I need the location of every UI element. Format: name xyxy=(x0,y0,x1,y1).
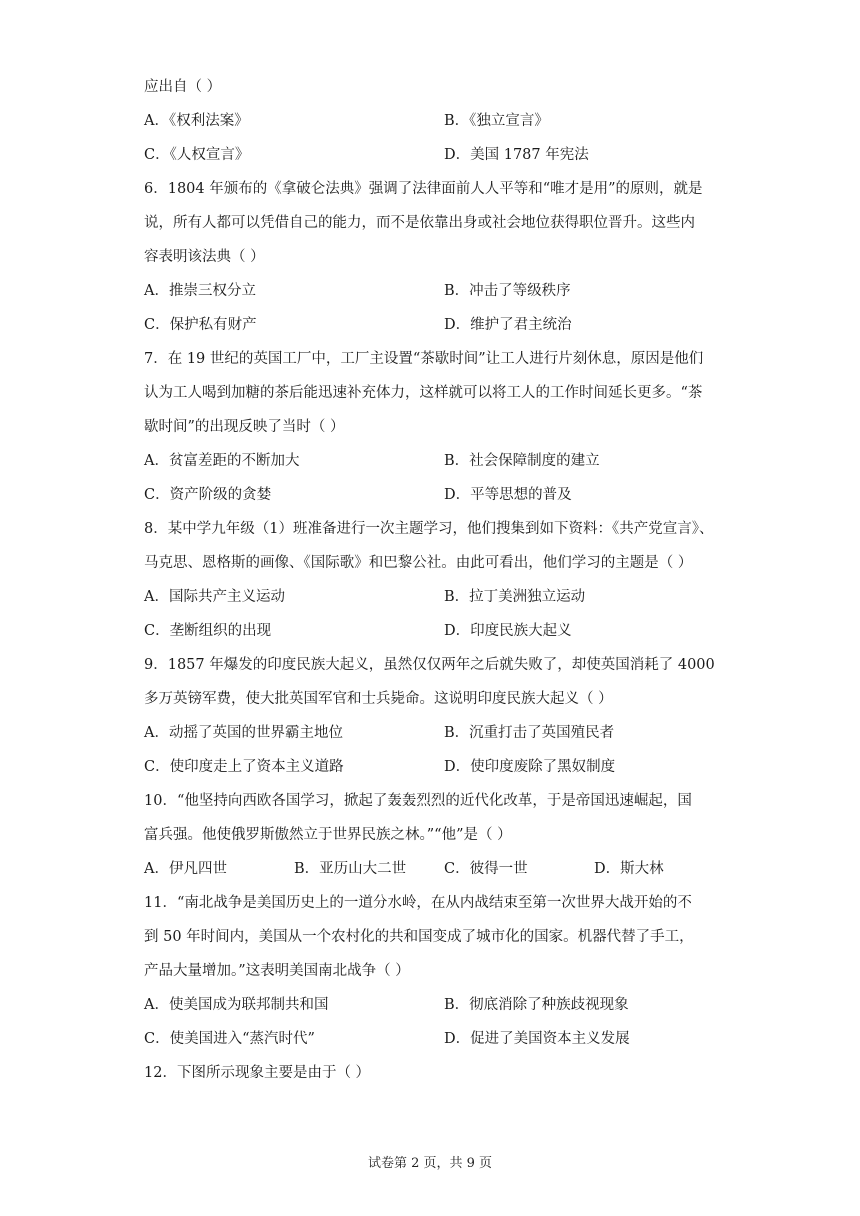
q7-option-b[interactable]: B．社会保障制度的建立 xyxy=(444,453,600,469)
q8-option-b[interactable]: B．拉丁美洲独立运动 xyxy=(444,589,586,605)
q8-options-row-2 xyxy=(144,614,724,648)
q7-option-a[interactable]: A．贫富差距的不断加大 xyxy=(144,453,300,469)
q10-stem-line: 10．“他坚持向西欧各国学习，掀起了轰轰烈烈的近代化改革，于是帝国迅速崛起，国 xyxy=(144,793,692,809)
q7-stem-line: 认为工人喝到加糖的茶后能迅速补充体力，这样就可以将工人的工作时间延长更多。“茶 xyxy=(144,385,703,401)
q11-option-d[interactable]: D．促进了美国资本主义发展 xyxy=(444,1031,630,1047)
q11-option-b[interactable]: B．彻底消除了种族歧视现象 xyxy=(444,997,629,1013)
q9-options-row-2 xyxy=(144,750,724,784)
q8-stem-line: 8．某中学九年级（1）班准备进行一次主题学习，他们搜集到如下资料：《共产党宣言》、 xyxy=(144,521,714,537)
q9-options-row-1 xyxy=(144,716,724,750)
q8-option-a[interactable]: A．国际共产主义运动 xyxy=(144,589,285,605)
q10-option-c[interactable]: C．彼得一世 xyxy=(444,861,528,877)
q6-option-d[interactable]: D．维护了君主统治 xyxy=(444,317,572,333)
q7-stem-line: 歇时间”的出现反映了当时（ ） xyxy=(144,419,345,435)
q11-option-c[interactable]: C．使美国进入“蒸汽时代” xyxy=(144,1031,315,1047)
q5-option-a[interactable]: A．《权利法案》 xyxy=(144,113,249,129)
q5-options-row-1 xyxy=(144,104,724,138)
q9-option-c[interactable]: C．使印度走上了资本主义道路 xyxy=(144,759,344,775)
q11-stem-line: 11．“南北战争是美国历史上的一道分水岭，在从内战结束至第一次世界大战开始的不 xyxy=(144,895,692,911)
q10-stem-line: 富兵强。他使俄罗斯傲然立于世界民族之林。”“他”是（ ） xyxy=(144,827,512,843)
q7-option-d[interactable]: D．平等思想的普及 xyxy=(444,487,572,503)
q10-option-a[interactable]: A．伊凡四世 xyxy=(144,861,227,877)
q8-options-row-1 xyxy=(144,580,724,614)
q6-options-row-1 xyxy=(144,274,724,308)
q11-stem-line: 到 50 年时间内，美国从一个农村化的共和国变成了城市化的国家。机器代替了手工， xyxy=(144,929,694,945)
q5-option-d[interactable]: D．美国 1787 年宪法 xyxy=(444,147,589,163)
q8-stem-line: 马克思、恩格斯的画像、《国际歌》和巴黎公社。由此可看出，他们学习的主题是（ ） xyxy=(144,555,693,571)
q5-option-c[interactable]: C．《人权宣言》 xyxy=(144,147,250,163)
q6-options-row-2 xyxy=(144,308,724,342)
q6-stem-line: 容表明该法典（ ） xyxy=(144,249,265,265)
q9-stem-line: 多万英镑军费，使大批英国军官和士兵毙命。这说明印度民族大起义（ ） xyxy=(144,691,613,707)
q6-stem-line: 说，所有人都可以凭借自己的能力，而不是依靠出身或社会地位获得职位晋升。这些内 xyxy=(144,215,695,231)
q9-stem-line: 9．1857 年爆发的印度民族大起义，虽然仅仅两年之后就失败了，却使英国消耗了 4000 xyxy=(144,657,715,673)
page-footer: 试卷第 2 页，共 9 页 xyxy=(367,1156,493,1171)
q8-option-d[interactable]: D．印度民族大起义 xyxy=(444,623,572,639)
q7-stem-line: 7．在 19 世纪的英国工厂中，工厂主设置“茶歇时间”让工人进行片刻休息，原因是他们 xyxy=(144,351,704,367)
q10-option-d[interactable]: D．斯大林 xyxy=(594,861,664,877)
exam-page xyxy=(144,70,724,1090)
q7-options-row-2 xyxy=(144,478,724,512)
q12-stem-line: 12．下图所示现象主要是由于（ ） xyxy=(144,1065,371,1081)
q11-options-row-2 xyxy=(144,1022,724,1056)
q6-option-a[interactable]: A．推崇三权分立 xyxy=(144,283,256,299)
q7-option-c[interactable]: C．资产阶级的贪婪 xyxy=(144,487,272,503)
q11-option-a[interactable]: A．使美国成为联邦制共和国 xyxy=(144,997,329,1013)
q5-stem-tail: 应出自（ ） xyxy=(144,79,222,95)
q6-option-c[interactable]: C．保护私有财产 xyxy=(144,317,257,333)
q5-options-row-2 xyxy=(144,138,724,172)
q7-options-row-1 xyxy=(144,444,724,478)
q10-options-row xyxy=(144,852,724,886)
q11-stem-line: 产品大量增加。”这表明美国南北战争（ ） xyxy=(144,963,410,979)
q9-option-b[interactable]: B．沉重打击了英国殖民者 xyxy=(444,725,615,741)
q9-option-d[interactable]: D．使印度废除了黑奴制度 xyxy=(444,759,616,775)
q6-stem-line: 6．1804 年颁布的《拿破仑法典》强调了法律面前人人平等和“唯才是用”的原则，就是 xyxy=(144,181,703,197)
q10-option-b[interactable]: B．亚历山大二世 xyxy=(294,861,407,877)
q11-options-row-1 xyxy=(144,988,724,1022)
q5-option-b[interactable]: B．《独立宣言》 xyxy=(444,113,549,129)
q8-option-c[interactable]: C．垄断组织的出现 xyxy=(144,623,272,639)
q9-option-a[interactable]: A．动摇了英国的世界霸主地位 xyxy=(144,725,343,741)
q6-option-b[interactable]: B．冲击了等级秩序 xyxy=(444,283,571,299)
